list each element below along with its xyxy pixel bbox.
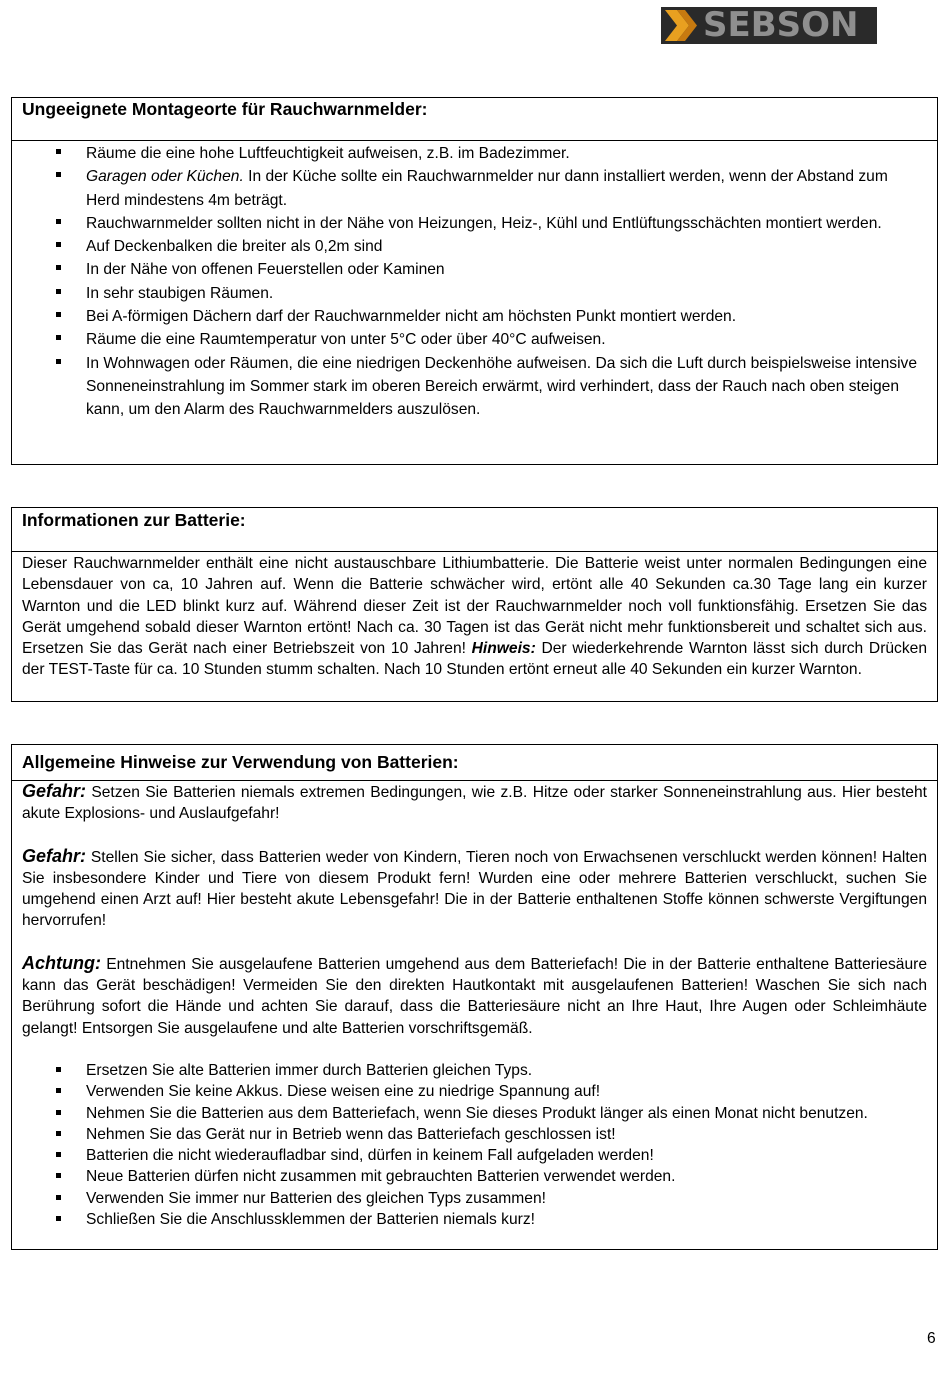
list-item: Nehmen Sie das Gerät nur in Betrieb wenn das Batteriefach geschlossen ist!	[22, 1124, 927, 1145]
warning-label: Gefahr:	[22, 845, 87, 866]
list-item	[22, 212, 927, 235]
warning-paragraph	[22, 781, 927, 825]
unsuitable-locations-body	[12, 141, 937, 422]
list-item-text: Räume die eine hohe Luftfeuchtigkeit aufweisen, z.B. im Badezimmer.	[86, 145, 570, 162]
list-item-text: Räume die eine Raumtemperatur von unter 5°C oder über 40°C aufweisen.	[86, 331, 606, 349]
list-item-text: Bei A-förmigen Dächern darf der Rauchwarnmelder nicht am höchsten Punkt montiert werden.	[86, 308, 737, 326]
list-item: Verwenden Sie keine Akkus. Diese weisen eine zu niedrige Spannung auf!	[22, 1081, 927, 1102]
list-item	[22, 352, 927, 422]
chevron-logo-icon	[665, 10, 701, 41]
warning-label: Gefahr:	[22, 781, 87, 801]
battery-usage-title: Allgemeine Hinweise zur Verwendung von Batterien:	[12, 745, 937, 781]
list-item-text: Auf Deckenbalken die breiter als 0,2m sind	[86, 238, 383, 256]
list-item: Schließen Sie die Anschlussklemmen der Batterien niemals kurz!	[22, 1209, 927, 1230]
battery-info-title: Informationen zur Batterie:	[12, 508, 937, 552]
list-item	[22, 235, 927, 258]
list-item-text: In Wohnwagen oder Räumen, die eine niedrigen Deckenhöhe aufweisen. Da sich die Luft durch beispielsweise intensive Sonneneinstrahlung im Sommer stark im oberen Bereich erwärmt, wird verhindert, dass der Rauch nach oben steigen kann, um den Alarm des Rauchwarnmelders auszulösen.	[86, 354, 918, 419]
list-item-text: In der Nähe von offenen Feuerstellen oder Kaminen	[86, 261, 445, 279]
battery-warnings	[22, 781, 927, 1039]
warning-paragraph	[22, 846, 927, 932]
battery-usage-box	[11, 744, 938, 1250]
list-item	[22, 142, 927, 165]
list-item: Verwenden Sie immer nur Batterien des gleichen Typs zusammen!	[22, 1188, 927, 1209]
warning-label: Achtung:	[22, 952, 101, 973]
battery-info-box	[11, 507, 938, 702]
list-item	[22, 165, 927, 212]
unsuitable-locations-list	[22, 142, 927, 422]
unsuitable-locations-box	[11, 97, 938, 465]
list-item: Nehmen Sie die Batterien aus dem Batteriefach, wenn Sie dieses Produkt länger als einen Monat nicht benutzen.	[22, 1103, 927, 1124]
page-number: 6	[927, 1330, 936, 1347]
list-item	[22, 328, 927, 351]
list-item	[22, 305, 927, 328]
battery-info-text-part2: Der wiederkehrende Warnton lässt sich durch Drücken der TEST-Taste für ca. 10 Stunden stumm schalten. Nach 10 Stunden ertönt erneut alle 40 Sekunden ein kurzer Warnton.	[22, 640, 927, 679]
list-item-text: In der Küche sollte ein Rauchwarnmelder nur dann installiert werden, wenn der Abstand zum Herd mindestens 4m beträgt.	[86, 168, 888, 209]
list-item-lead: Garagen oder Küchen.	[86, 168, 244, 186]
battery-info-text-part1: Dieser Rauchwarnmelder enthält eine nicht austauschbare Lithiumbatterie. Die Batterie weist unter normalen Bedingungen eine Lebensdauer von ca, 10 Jahren auf. Wenn die Batterie schwächer wird, ertönt alle 40 Sekunden ca.30 Tage lang ein kurzer Warnton und die LED blinkt kurz auf. Während dieser Zeit ist der Rauchwarnmelder noch voll funktionsfähig. Ersetzen Sie das Gerät umgehend sobald dieser Warnton ertönt! Nach ca. 30 Tagen ist das Gerät nicht mehr funktionsbereit und schaltet sich aus. Ersetzen Sie das Gerät nach einer Betriebszeit von 10 Jahren!	[22, 555, 927, 658]
warning-text: Stellen Sie sicher, dass Batterien weder von Kindern, Tieren noch von Erwachsenen verschluckt werden können! Halten Sie insbesondere Kinder und Tiere von diesem Produkt fern! Wurden eine oder mehrere Batterien verschluckt, suchen Sie umgehend einen Arzt auf! Hier besteht akute Lebensgefahr! Die in der Batterie enthaltenen Stoffe können schwerste Vergiftungen hervorrufen!	[22, 848, 927, 930]
battery-usage-body	[12, 781, 937, 1230]
warning-text: Entnehmen Sie ausgelaufene Batterien umgehend aus dem Batteriefach! Die in der Batterie enthaltene Batteriesäure kann das Gerät beschädigen! Vermeiden Sie den direkten Hautkontakt mit ausgelaufenen Batterien! Waschen Sie sich nach Berührung sofort die Hände und achten Sie darauf, dass die Batteriesäure nicht an Ihre Haut, Ihre Augen oder Schleimhäute gelangt! Entsorgen Sie ausgelaufene und alte Batterien vorschriftsgemäß.	[22, 955, 927, 1037]
list-item	[22, 282, 927, 305]
unsuitable-locations-title: Ungeeignete Montageorte für Rauchwarnmelder:	[12, 98, 937, 141]
warning-paragraph	[22, 953, 927, 1039]
warning-text: Setzen Sie Batterien niemals extremen Bedingungen, wie z.B. Hitze oder starker Sonneneinstrahlung aus. Hier besteht akute Explosions- und Auslaufgefahr!	[22, 784, 927, 823]
list-item-text: Rauchwarnmelder sollten nicht in der Nähe von Heizungen, Heiz-, Kühl und Entlüftungsschächten montiert werden.	[86, 214, 882, 232]
battery-rules-list	[22, 1060, 927, 1230]
list-item: Batterien die nicht wiederaufladbar sind, dürfen in keinem Fall aufgeladen werden!	[22, 1145, 927, 1166]
logo-text: SEBSON	[703, 7, 859, 44]
list-item: Ersetzen Sie alte Batterien immer durch Batterien gleichen Typs.	[22, 1060, 927, 1081]
list-item: Neue Batterien dürfen nicht zusammen mit gebrauchten Batterien verwendet werden.	[22, 1166, 927, 1187]
hint-label: Hinweis:	[471, 640, 536, 658]
list-item	[22, 258, 927, 281]
brand-logo	[661, 7, 877, 44]
list-item-text: In sehr staubigen Räumen.	[86, 284, 274, 302]
battery-info-text	[12, 552, 937, 681]
